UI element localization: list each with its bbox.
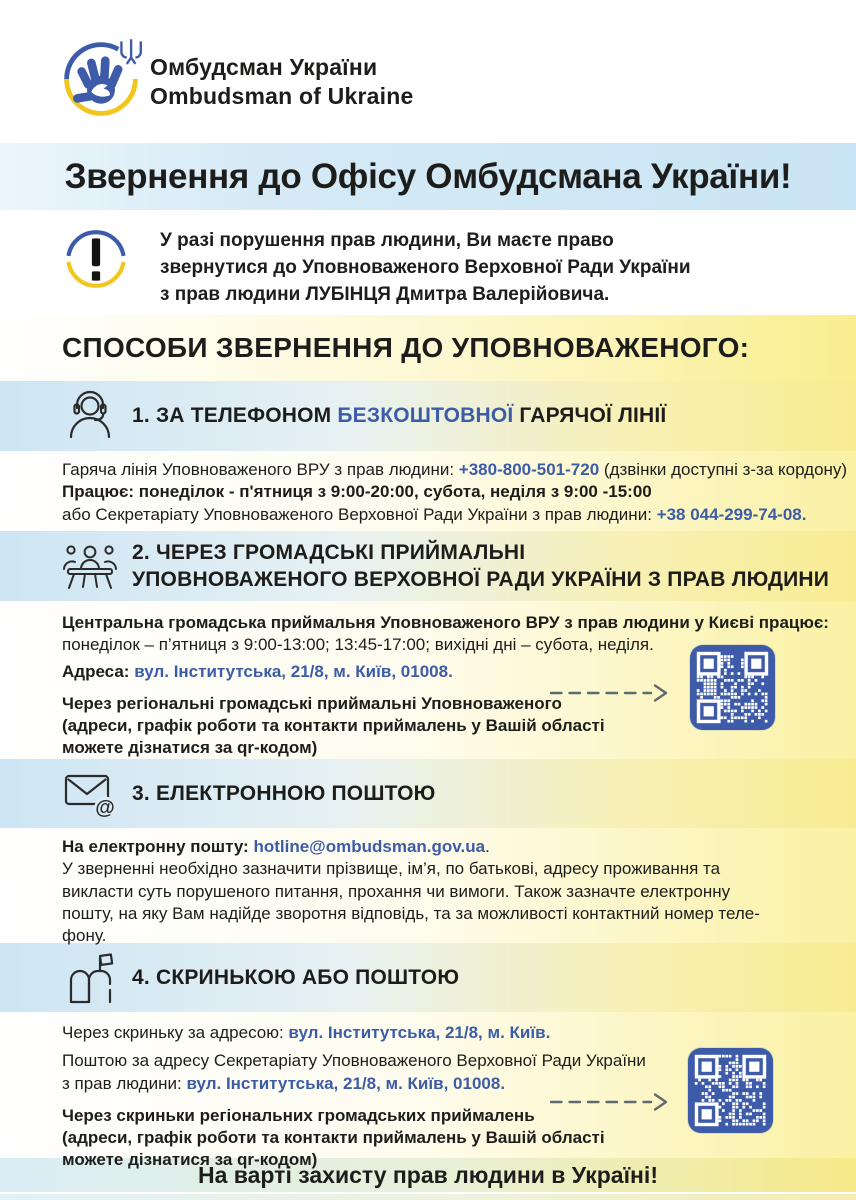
org-name-uk: Омбудсман України <box>150 54 378 80</box>
svg-text:@: @ <box>95 796 115 819</box>
reception-line1: Центральна громадська приймальня Уповноваженого ВРУ з прав людини у Києві працює: <box>62 613 829 632</box>
boxes-note-1: (адреси, графік роботи та контакти приймалень у Вашій області <box>62 1128 605 1148</box>
org-name-en: Ombudsman of Ukraine <box>150 83 414 110</box>
email-body-line-3: пошту, на яку Вам надійде зворотня відповідь, та за можливості контактний номер теле- <box>62 903 760 923</box>
banner-title: Звернення до Офісу Омбудсмана України! <box>64 156 792 196</box>
qr-code-regional-receptions <box>690 645 775 730</box>
org-name <box>150 53 413 112</box>
email-label: На електронну пошту: <box>62 837 254 856</box>
email-suffix: . <box>485 837 490 856</box>
alert-text <box>160 228 691 309</box>
box-address-label: Через скриньку за адресою: <box>62 1023 289 1042</box>
envelope-at-icon <box>60 768 120 820</box>
phone-title-post: ГАРЯЧОЇ ЛІНІЇ <box>513 404 667 428</box>
exclamation-icon <box>62 225 130 293</box>
section-mail-title <box>132 964 459 991</box>
alert-line-3: з прав людини ЛУБІНЦЯ Дмитра Валерійовича. <box>160 283 610 305</box>
section-email-title <box>132 780 436 807</box>
mail-address-line-1: Поштою за адресу Секретаріату Уповноваженого Верховної Ради України <box>62 1051 646 1071</box>
mail-address-value: вул. Інститутська, 21/8, м. Київ, 01008. <box>186 1073 506 1093</box>
dashed-arrow-icon <box>548 681 674 705</box>
hotline-number: +380-800-501-720 <box>458 460 600 479</box>
mail-address-label: з прав людини: <box>62 1073 187 1093</box>
box-address-line <box>62 1022 856 1044</box>
address-value: вул. Інститутська, 21/8, м. Київ, 01008. <box>134 661 453 681</box>
email-title-text: 3. ЕЛЕКТРОННОЮ ПОШТОЮ <box>132 781 436 805</box>
banner <box>0 143 856 210</box>
email-address-line <box>62 836 856 858</box>
boxes-note-2: можете дізнатися за qr-кодом) <box>62 1150 318 1170</box>
secretariat-line <box>62 504 856 526</box>
email-body-line-2: викласти суть порушеного питання, прохання чи вимоги. Також зазначте електронну <box>62 881 731 901</box>
headset-icon <box>60 389 120 443</box>
alert-section <box>0 210 856 315</box>
section-reception-band <box>0 531 856 601</box>
qr-code-regional-boxes <box>688 1048 773 1133</box>
schedule-line: Працює: понеділок - п'ятниця з 9:00-20:00, субота, неділя з 9:00 -15:00 <box>62 482 652 502</box>
footer-slogan: На варті захисту прав людини в Україні! <box>198 1161 658 1188</box>
box-address-value: вул. Інститутська, 21/8, м. Київ. <box>288 1023 551 1042</box>
phone-title-highlight: БЕЗКОШТОВНОЇ <box>337 404 514 428</box>
header <box>0 0 856 143</box>
regional-note-2: можете дізнатися за qr-кодом) <box>62 738 318 758</box>
email-address: hotline@ombudsman.gov.ua <box>253 837 486 856</box>
address-label: Адреса: <box>62 661 135 681</box>
regional-receptions-line: Через регіональні громадські приймальні Уповноваженого <box>62 693 562 713</box>
bottom-strip <box>0 1194 856 1200</box>
alert-line-2: звернутися до Уповноваженого Верховної Ради України <box>160 256 691 278</box>
reception-line2: понеділок – п’ятниця з 9:00-13:00; 13:45-17:00; вихідні дні – субота, неділя. <box>62 635 654 655</box>
alert-line-1: У разі порушення прав людини, Ви маєте право <box>160 230 614 251</box>
trident-icon <box>121 39 140 64</box>
hotline-suffix: (дзвінки доступні з-за кордону) <box>599 460 848 479</box>
dashed-arrow-icon <box>548 1090 674 1114</box>
hotline-label: Гаряча лінія Уповноваженого ВРУ з прав людини: <box>62 460 459 479</box>
secretariat-number: +38 044-299-74-08. <box>656 504 807 524</box>
section-email-band <box>0 759 856 828</box>
people-icon <box>60 540 120 592</box>
section-phone-band <box>0 381 856 451</box>
reception-title-line2: УПОВНОВАЖЕНОГО ВЕРХОВНОЇ РАДИ УКРАЇНИ З ПРАВ ЛЮДИНИ <box>132 568 830 591</box>
mail-body <box>0 1012 856 1170</box>
regional-note-1: (адреси, графік роботи та контакти приймалень у Вашій області <box>62 716 605 736</box>
email-body-line-4: фону. <box>62 926 107 946</box>
regional-boxes-line: Через скриньки регіональних громадських приймалень <box>62 1105 535 1125</box>
email-body <box>0 828 856 946</box>
ombudsman-logo-icon <box>58 36 144 122</box>
secretariat-label: або Секретаріату Уповноваженого Верховної Ради України з прав людини: <box>62 504 657 524</box>
reception-title-line1: 2. ЧЕРЕЗ ГРОМАДСЬКІ ПРИЙМАЛЬНІ <box>132 540 526 564</box>
section-reception-title <box>132 539 829 594</box>
email-body-line-1: У зверненні необхідно зазначити прізвище, ім’я, по батькові, адресу проживання та <box>62 859 721 879</box>
mailbox-icon <box>60 949 120 1007</box>
methods-heading <box>0 315 856 381</box>
methods-heading-text: СПОСОБИ ЗВЕРНЕННЯ ДО УПОВНОВАЖЕНОГО: <box>62 332 750 363</box>
section-phone-title <box>132 402 666 429</box>
section-mail-band <box>0 943 856 1012</box>
phone-title-pre: 1. ЗА ТЕЛЕФОНОМ <box>132 404 338 428</box>
reception-body <box>0 601 856 759</box>
phone-body <box>0 451 856 531</box>
mail-title-text: 4. СКРИНЬКОЮ АБО ПОШТОЮ <box>132 965 460 989</box>
hotline-line <box>62 459 856 481</box>
